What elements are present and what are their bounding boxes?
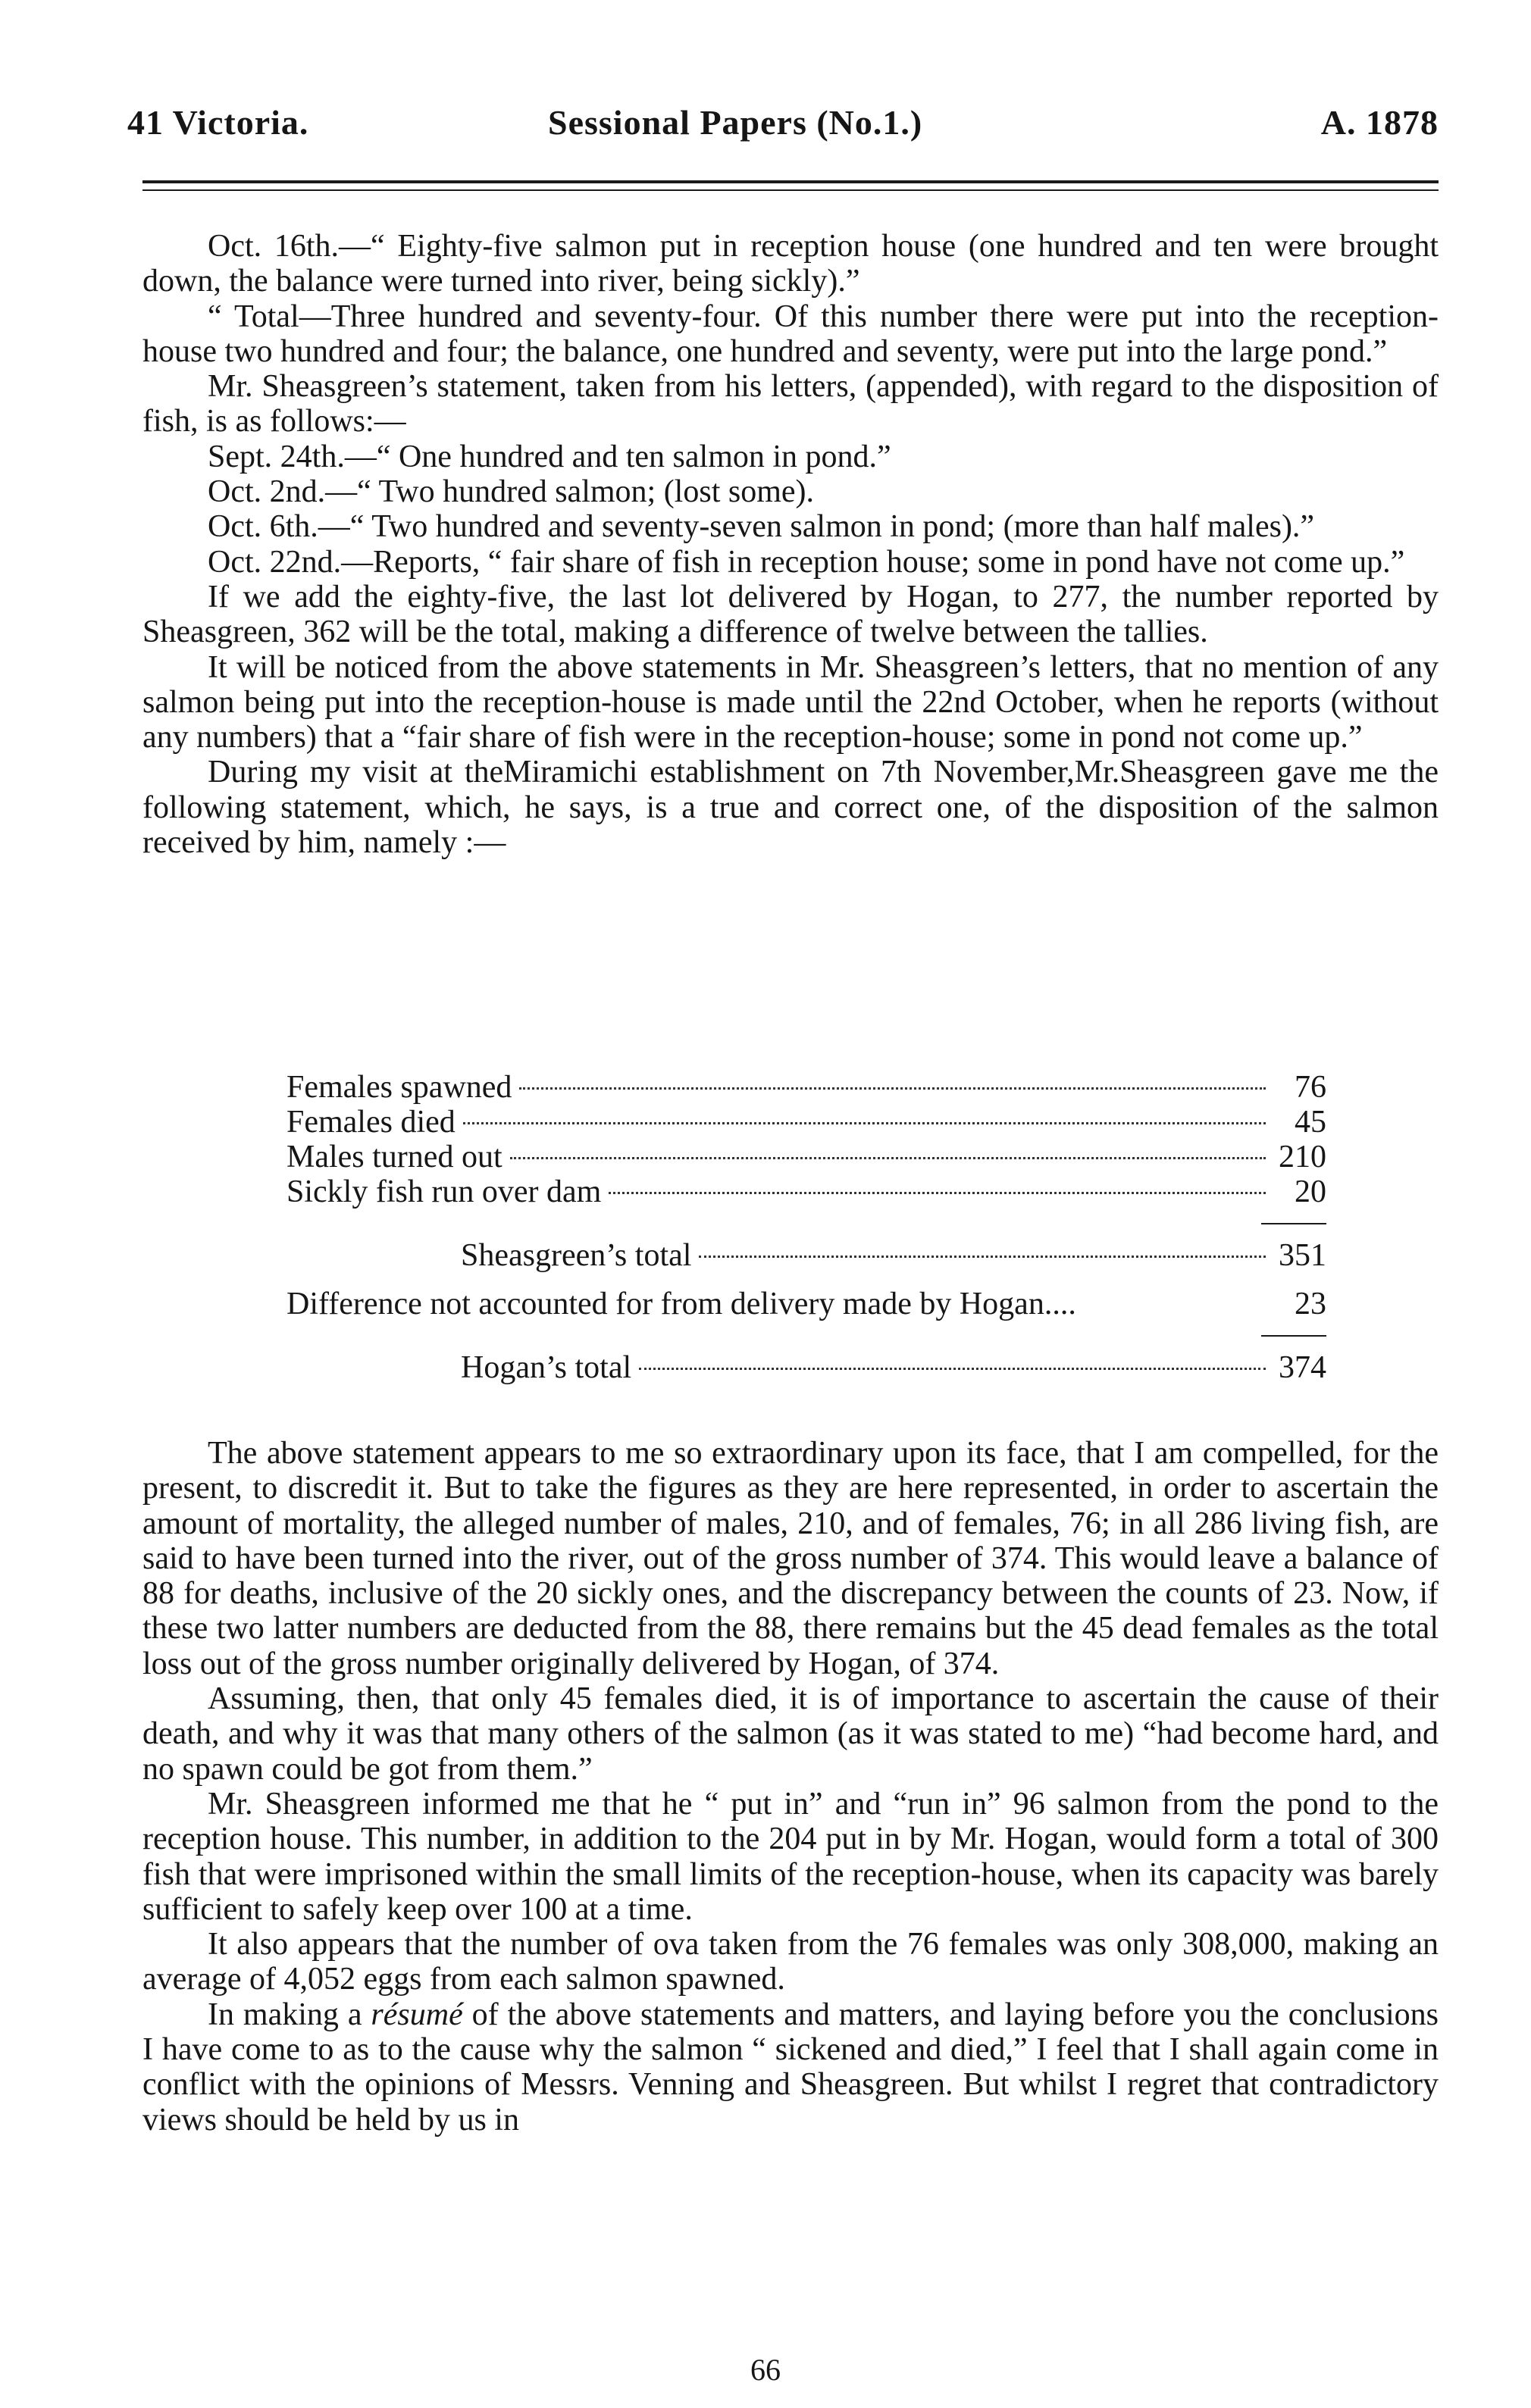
row-label: Sheasgreen’s total xyxy=(461,1238,692,1273)
row-label: Females spawned xyxy=(286,1070,512,1105)
italic-term: résumé xyxy=(371,1997,463,2032)
row-label: Males turned out xyxy=(286,1140,503,1174)
paragraph: Mr. Sheasgreen informed me that he “ put in” and “run in” 96 salmon from the pond to the reception house. This number, in addition to the 204 put in by Mr. Hogan, would form a total of 300 fish that were imprisoned within the small limits of the reception-house, when its capacity was barely sufficient to safely keep over 100 at a time. xyxy=(142,1786,1439,1927)
paragraph: Assuming, then, that only 45 females died, it is of importance to ascertain the cause of their death, and why it was that many others of the salmon (as it was stated to me) “had become hard, and no spawn could be got from them.” xyxy=(142,1681,1439,1787)
paragraph xyxy=(142,1997,1439,2137)
paragraph: It will be noticed from the above statements in Mr. Sheasgreen’s letters, that no mention of any salmon being put into the reception-house is made until the 22nd October, when he reports (without any numbers) that a “fair share of fish were in the reception-house; some in pond not come up.” xyxy=(142,649,1439,755)
paragraph: It also appears that the number of ova taken from the 76 females was only 308,000, making an average of 4,052 eggs from each salmon spawned. xyxy=(142,1927,1439,1997)
header-rule-thick xyxy=(142,180,1439,183)
row-value: 374 xyxy=(1279,1350,1326,1385)
paragraph: Sept. 24th.—“ One hundred and ten salmon in pond.” xyxy=(208,439,891,474)
row-value: 20 xyxy=(1295,1174,1326,1209)
header-title: Sessional Papers (No.1.) xyxy=(548,103,923,142)
row-value: 76 xyxy=(1295,1070,1326,1105)
row-label: Difference not accounted for from delivery made by Hogan.... xyxy=(286,1287,1076,1321)
row-value: 351 xyxy=(1279,1238,1326,1273)
body-text-top xyxy=(142,229,1439,860)
paragraph: Oct. 22nd.—Reports, “ fair share of fish in reception house; some in pond have not come up.” xyxy=(208,544,1405,580)
paragraph: If we add the eighty-five, the last lot delivered by Hogan, to 277, the number reported by Sheasgreen, 362 will be the total, making a difference of twelve between the tallies. xyxy=(142,579,1439,650)
table-row xyxy=(286,1070,1326,1105)
header-rule-thin xyxy=(142,189,1439,191)
paragraph: Oct. 2nd.—“ Two hundred salmon; (lost some). xyxy=(208,474,815,510)
text-run: In making a xyxy=(208,1997,371,2032)
dot-leader xyxy=(519,1087,1266,1090)
paragraph: “ Total—Three hundred and seventy-four. Of this number there were put into the reception-house two hundred and four; the balance, one hundred and seventy, were put into the large pond.” xyxy=(142,299,1439,369)
header-volume: 41 Victoria. xyxy=(127,103,309,142)
row-value: 210 xyxy=(1279,1140,1326,1174)
paragraph: Oct. 16th.—“ Eighty-five salmon put in reception house (one hundred and ten were brought down, the balance were turned into river, being sickly).” xyxy=(142,229,1439,299)
paragraph: During my visit at theMiramichi establishment on 7th November,Mr.Sheasgreen gave me the following statement, which, he says, is a true and correct one, of the disposition of the salmon received by him, namely :— xyxy=(142,755,1439,861)
dot-leader xyxy=(699,1256,1266,1258)
row-label: Hogan’s total xyxy=(461,1350,632,1385)
table-difference-row xyxy=(286,1287,1326,1321)
dot-leader xyxy=(463,1122,1266,1124)
body-text-bottom xyxy=(142,1436,1439,2137)
paragraph: The above statement appears to me so extraordinary upon its face, that I am compelled, for the present, to discredit it. But to take the figures as they are here represented, in order to ascertain the amount of mortality, the alleged number of males, 210, and of females, 76; in all 286 living fish, are said to have been turned into the river, out of the gross number of 374. This would leave a balance of 88 for deaths, inclusive of the 20 sickly ones, and the discrepancy between the counts of 23. Now, if these two latter numbers are deducted from the 88, there remains but the 45 dead females as the total loss out of the gross number originally delivered by Hogan, of 374. xyxy=(142,1436,1439,1681)
running-header xyxy=(127,102,1439,148)
dot-leader xyxy=(510,1157,1266,1159)
header-year: A. 1878 xyxy=(1320,103,1439,142)
table-total-row xyxy=(286,1350,1326,1385)
row-label: Sickly fish run over dam xyxy=(286,1174,602,1209)
paragraph: Oct. 6th.—“ Two hundred and seventy-seven salmon in pond; (more than half males).” xyxy=(208,509,1315,545)
row-value: 45 xyxy=(1295,1105,1326,1140)
dot-leader xyxy=(639,1368,1266,1370)
row-label: Females died xyxy=(286,1105,456,1140)
table-total-row xyxy=(286,1238,1326,1273)
table-row xyxy=(286,1140,1326,1174)
table-row xyxy=(286,1174,1326,1209)
text-run: of the above statements and matters, and laying before you the conclusions I have come to as to the cause why the salmon “ sickened and died,” I feel that I shall again come in conflict with the opinions of Messrs. Venning and Sheasgreen. But whilst I regret that contradictory views should be held by us in xyxy=(142,1997,1439,2137)
sum-rule xyxy=(1261,1223,1326,1224)
salmon-disposition-table xyxy=(286,1070,1326,1385)
row-value: 23 xyxy=(1295,1287,1326,1321)
paragraph: Mr. Sheasgreen’s statement, taken from his letters, (appended), with regard to the disposition of fish, is as follows:— xyxy=(142,369,1439,439)
sum-rule xyxy=(1261,1335,1326,1337)
page-number: 66 xyxy=(750,2353,781,2387)
table-row xyxy=(286,1105,1326,1140)
dot-leader xyxy=(609,1192,1266,1194)
